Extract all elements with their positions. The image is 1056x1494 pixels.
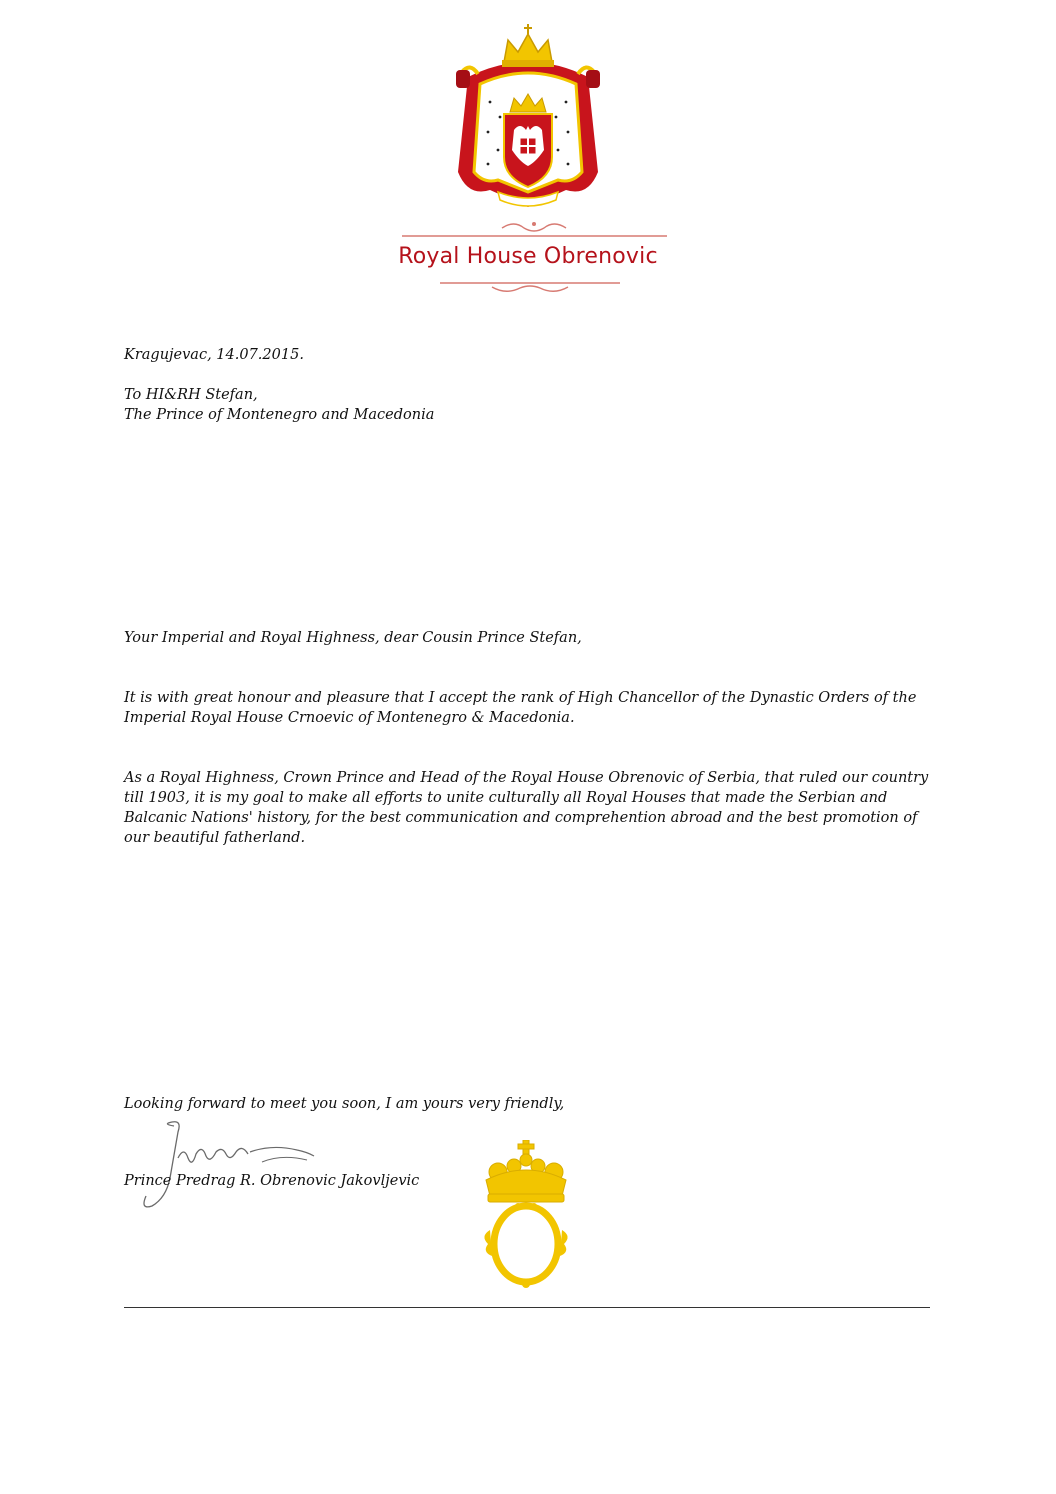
body-paragraph-2: As a Royal Highness, Crown Prince and Head of the Royal House Obrenovic of Serbia, that ruled our country till 1903, it is my goal to make all efforts to unite culturally all Royal Houses that made the Serbian and Balcanic Nations' history, for the best communication and comprehention abroad and the best promotion of our beautiful fatherland. [124,770,929,846]
royal-coat-of-arms-icon [448,22,608,222]
place-and-date [124,345,304,365]
ornament-divider-top [402,218,667,240]
crowned-monogram-seal-icon [478,1140,574,1290]
closing-line: Looking forward to meet you soon, I am yours very friendly, [124,1096,565,1112]
recipient-line-1: To HI&RH Stefan, [124,387,258,403]
recipient-line-2: The Prince of Montenegro and Macedonia [124,407,435,423]
salutation: Your Imperial and Royal Highness, dear Cousin Prince Stefan, [124,630,582,646]
house-name-title: Royal House Obrenovic [398,244,658,269]
body-paragraph-1: It is with great honour and pleasure that I accept the rank of High Chancellor of the Dynastic Orders of the Imperial Royal House Crnoevic of Montenegro & Macedonia. [124,690,917,726]
recipient-block [124,385,434,425]
footer-divider [124,1307,930,1308]
date: 14.07.2015. [216,347,304,363]
signer-name: Prince Predrag R. Obrenovic Jakovljevic [124,1173,420,1189]
place: Kragujevac, [124,347,212,363]
ornament-divider-bottom [440,278,620,296]
handwritten-signature [122,1118,332,1213]
